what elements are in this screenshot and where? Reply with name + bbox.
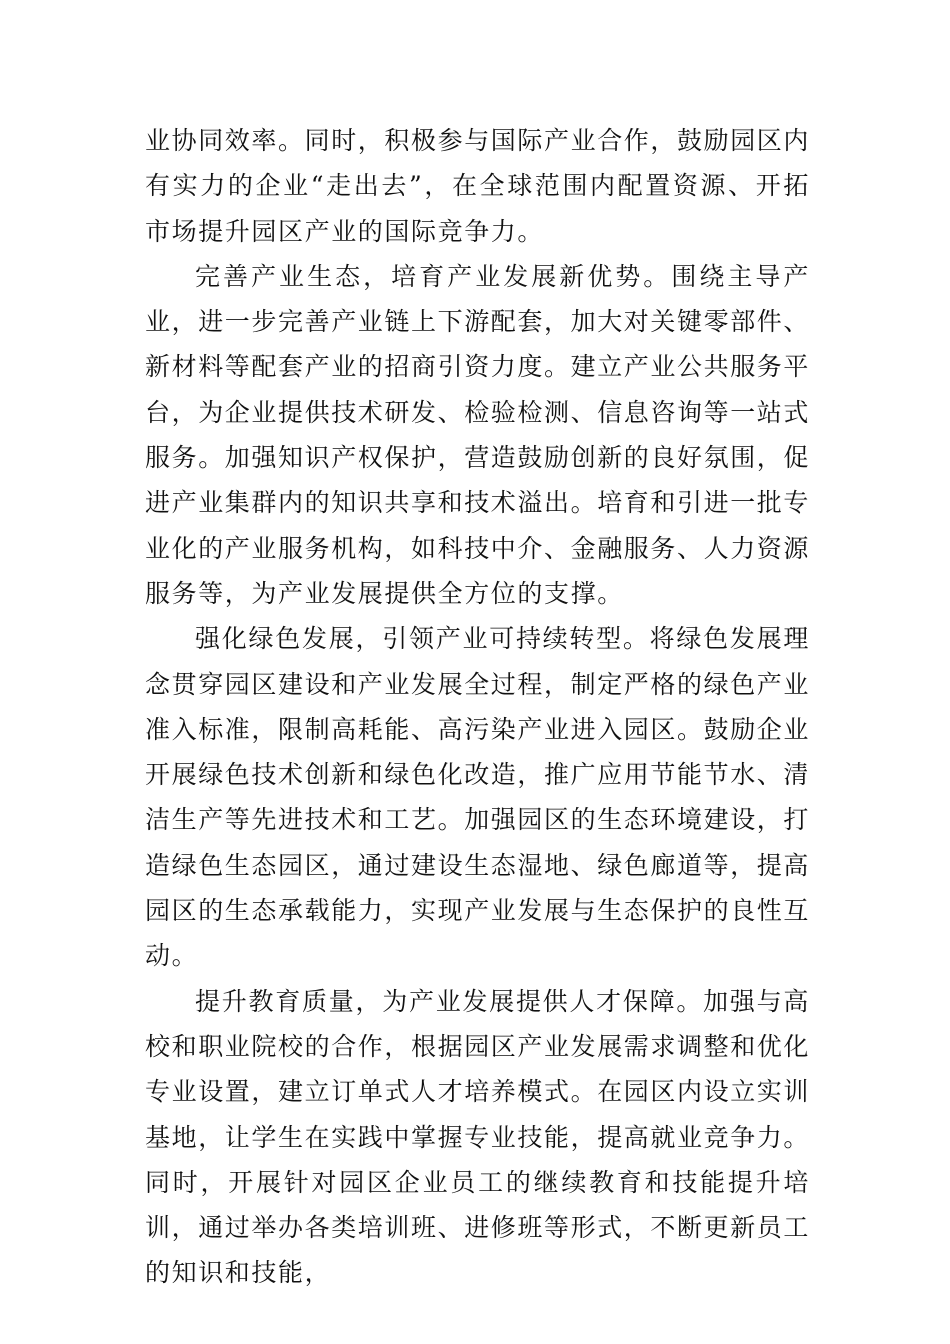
paragraph-education-quality: 提升教育质量，为产业发展提供人才保障。加强与高校和职业院校的合作，根据园区产业发展需求调整和优化专业设置，建立订单式人才培养模式。在园区内设立实训基地，让学生在实践中掌握专业技能，提高就业竞争力。同时，开展针对园区企业员工的继续教育和技能提升培训，通过举办各类培训班、进修班等形式，不断更新员工的知识和技能， (145, 986, 811, 1288)
paragraph-industrial-ecology: 完善产业生态，培育产业发展新优势。围绕主导产业，进一步完善产业链上下游配套，加大对关键零部件、新材料等配套产业的招商引资力度。建立产业公共服务平台，为企业提供技术研发、检验检测、信息咨询等一站式服务。加强知识产权保护，营造鼓励创新的良好氛围，促进产业集群内的知识共享和技术溢出。培育和引进一批专业化的产业服务机构，如科技中介、金融服务、人力资源服务等，为产业发展提供全方位的支撑。 (145, 261, 811, 608)
document-body (145, 118, 810, 1296)
paragraph-continuation: 业协同效率。同时，积极参与国际产业合作，鼓励园区内有实力的企业“走出去”，在全球范围内配置资源、开拓市场提升园区产业的国际竞争力。 (145, 126, 811, 246)
paragraph-green-development: 强化绿色发展，引领产业可持续转型。将绿色发展理念贯穿园区建设和产业发展全过程，制定严格的绿色产业准入标准，限制高耗能、高污染产业进入园区。鼓励企业开展绿色技术创新和绿色化改造，推广应用节能节水、清洁生产等先进技术和工艺。加强园区的生态环境建设，打造绿色生态园区，通过建设生态湿地、绿色廊道等，提高园区的生态承载能力，实现产业发展与生态保护的良性互动。 (145, 624, 811, 971)
